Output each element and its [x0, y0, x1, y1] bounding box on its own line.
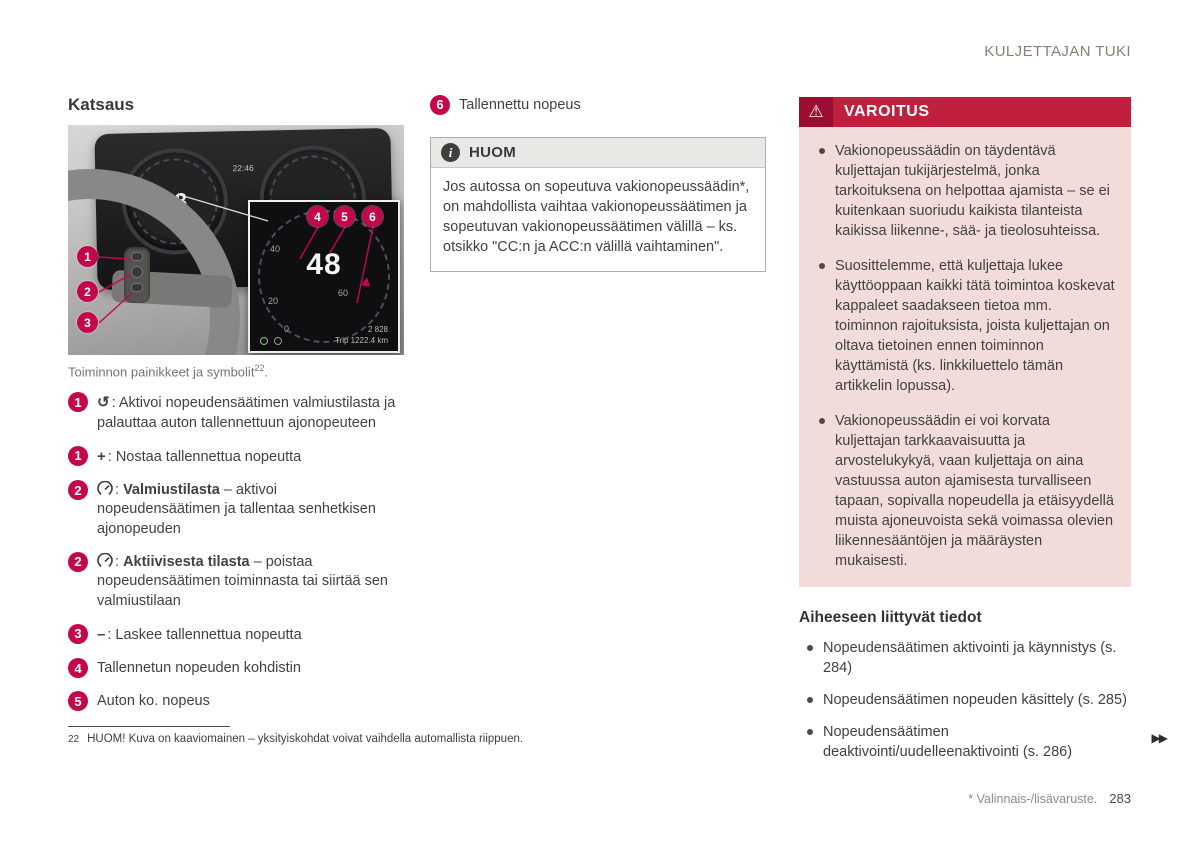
related-info-section [799, 609, 1131, 762]
callout-4: 4 [307, 206, 328, 227]
inset-speed-value: 48 [306, 248, 342, 281]
legend-item [68, 480, 404, 539]
bullet-dot [807, 645, 813, 651]
legend-separator: : [107, 448, 116, 465]
pod-button-top [131, 252, 143, 261]
legend-item [430, 95, 766, 115]
legend-separator: : [115, 554, 124, 571]
option-note: * Valinnais-/lisävaruste. [968, 792, 1098, 806]
footnote-text: HUOM! Kuva on kaaviomainen – yksityiskohdat voivat vaihdella automallista riippuen. [87, 733, 524, 745]
related-info-text: Nopeudensäätimen deaktivointi/uudelleenaktivointi (s. 286) [823, 724, 1073, 760]
legend-item [68, 392, 404, 433]
clock-display: 22:46 [232, 162, 254, 174]
minus-icon: – [97, 625, 106, 643]
note-box-text: Jos autossa on sopeutuva vakionopeussäädin*, on mahdollista vaihtaa vakionopeussäätimen ja sopeutuvan vakionopeussäätimen välillä – ks. otsikko "CC:n ja ACC:n välillä vaihtaminen". [443, 179, 750, 255]
callout-2: 2 [77, 281, 98, 302]
legend-text: Laskee tallennettua nopeutta [115, 626, 302, 643]
bullet-dot [819, 263, 825, 269]
callout-1: 1 [77, 246, 98, 267]
bullet-dot [807, 729, 813, 735]
dial-number: 20 [268, 296, 279, 306]
bullet-dot [819, 418, 825, 424]
gauge-speed-value: 48 [161, 188, 189, 214]
cruise-standby-icon [97, 481, 113, 497]
footnote [68, 733, 523, 745]
cruise-active-icon [97, 553, 113, 569]
legend-text: – poistaa nopeudensäätimen toiminnasta tai siirtää sen valmiustilaan [97, 554, 388, 609]
callout-3: 3 [77, 312, 98, 333]
resume-icon: ↺ [97, 394, 110, 412]
warning-bullet [805, 411, 1117, 571]
callout-badge: 2 [68, 480, 88, 500]
legend-text: Tallennetun nopeuden kohdistin [97, 660, 301, 677]
legend-text: Nostaa tallennettua nopeutta [115, 448, 302, 465]
legend-text: Tallennettu nopeus [459, 97, 581, 113]
legend-text: – aktivoi nopeudensäätimen ja tallentaa senhetkisen ajonopeuden [97, 482, 376, 537]
legend-separator: : [107, 626, 116, 643]
warning-box-title: VAROITUS [833, 97, 1131, 127]
page-continuation-icon: ▶▶ [1151, 731, 1166, 745]
info-icon: i [441, 143, 460, 162]
instrument-cluster-figure [68, 125, 404, 355]
related-info-text: Nopeudensäätimen nopeuden käsittely (s. 285) [823, 692, 1127, 708]
warning-bullet [805, 256, 1117, 396]
warning-box [799, 97, 1131, 587]
callout-badge: 1 [68, 392, 88, 412]
warning-text: Vakionopeussäädin on täydentävä kuljettajan tukijärjestelmä, jonka tarkoituksena on helpottaa ajamista – se ei kuitenkaan suoriudu kaikista tilanteista kaikissa liikenne-, sää- ja tieolosuhteissa. [835, 143, 1110, 239]
note-box-header [431, 138, 765, 168]
pod-button-bottom [131, 283, 143, 292]
steering-wheel-button-pod [124, 247, 150, 303]
warning-triangle-icon: ⚠ [808, 102, 824, 121]
warning-box-body [799, 127, 1131, 587]
legend-separator: : [115, 482, 124, 499]
warning-text: Vakionopeussäädin ei voi korvata kuljettajan tarkkaavaisuutta ja arvostelukykyä, vaan kuljettaja on aina vastuussa auton ajamisesta turvalliseen tapaan, sopivalla nopeudella ja etäisyydellä muista ajoneuvoista sekä voimassa olevien liikennesääntöjen ja määräysten mukaisesti. [835, 413, 1114, 569]
legend-item [68, 658, 404, 678]
pod-button-middle [131, 266, 143, 278]
legend-bold: Valmiustilasta [123, 482, 220, 499]
warning-box-header [799, 97, 1131, 127]
legend-item [68, 624, 404, 645]
middle-column [430, 95, 766, 272]
related-info-text: Nopeudensäätimen aktivointi ja käynnistys (s. 284) [823, 640, 1117, 676]
bullet-dot [807, 697, 813, 703]
note-box [430, 137, 766, 271]
figure-caption-suffix: . [264, 364, 269, 380]
callout-6: 6 [362, 206, 383, 227]
callout-badge: 5 [68, 691, 88, 711]
related-info-title: Aiheeseen liittyvät tiedot [799, 609, 982, 626]
bullet-dot [819, 148, 825, 154]
page-number: 283 [1109, 791, 1131, 806]
legend-separator: : [111, 395, 119, 412]
legend-item [68, 446, 404, 467]
page-footer [968, 791, 1131, 806]
figure-caption-text: Toiminnon painikkeet ja symbolit [68, 364, 255, 380]
footnote-rule [68, 726, 230, 727]
related-info-item [799, 690, 1131, 710]
callout-badge: 2 [68, 552, 88, 572]
legend-text: Auton ko. nopeus [97, 693, 210, 710]
warning-text: Suosittelemme, että kuljettaja lukee käyttöoppaan kaikki tätä toimintoa koskevat kappaleet saadakseen tietoa mm. toiminnon rajoituksista, joista kuljettajan on oltava tietoinen ennen toiminnon käyttämistä (ks. linkkiluettelo tämän artikkelin lopussa). [835, 258, 1115, 394]
right-column [799, 97, 1131, 774]
left-column [68, 95, 404, 712]
section-title: Katsaus [68, 95, 135, 114]
telltale-icon [274, 337, 282, 345]
callout-badge: 1 [68, 446, 88, 466]
figure-caption-footnote-ref: 22 [254, 363, 265, 373]
dial-number: 60 [338, 288, 349, 298]
odometer-value: 2 828 [367, 325, 388, 334]
warning-bullet [805, 141, 1117, 241]
legend-text: Aktivoi nopeudensäätimen valmiustilasta ja palauttaa auton tallennettuun ajonopeuteen [97, 395, 396, 431]
plus-icon: + [97, 447, 106, 465]
trip-meter-value: Trip 1222.4 km [334, 336, 388, 345]
related-info-item [799, 638, 1131, 678]
note-box-title: HUOM [469, 144, 517, 162]
callout-5: 5 [334, 206, 355, 227]
chapter-header: KULJETTAJAN TUKI [984, 43, 1131, 60]
related-info-item [799, 722, 1131, 762]
callout-badge: 3 [68, 624, 88, 644]
dial-number: 0 [284, 324, 290, 334]
legend-item [68, 552, 404, 611]
legend-item [68, 691, 404, 711]
callout-badge: 6 [430, 95, 450, 115]
figure-caption [68, 363, 404, 379]
legend-bold: Aktiivisesta tilasta [123, 554, 250, 571]
telltale-icon [260, 337, 268, 345]
callout-badge: 4 [68, 658, 88, 678]
dial-number: 40 [270, 244, 281, 254]
footnote-ref: 22 [68, 734, 80, 745]
